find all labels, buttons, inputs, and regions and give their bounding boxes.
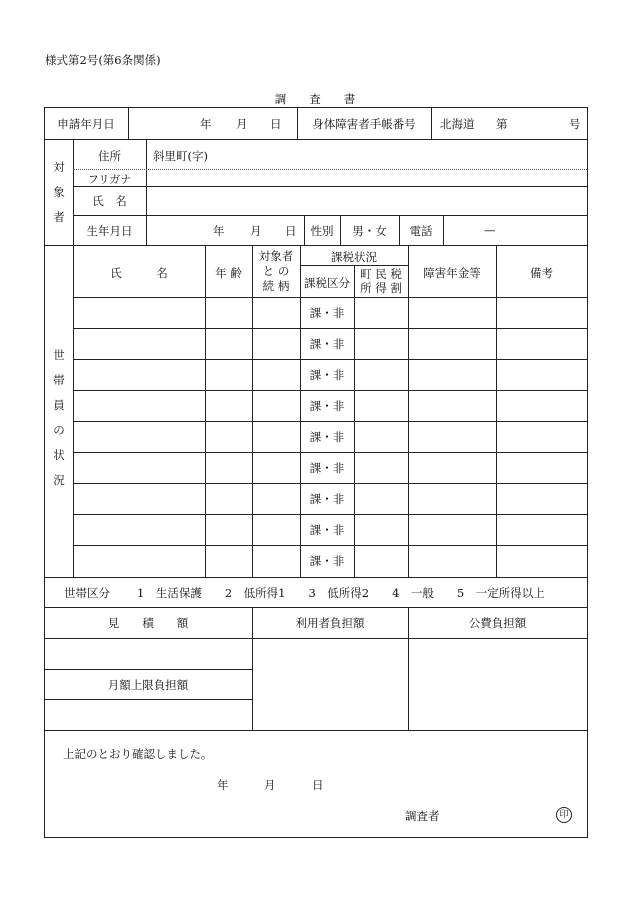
household-col-relation-1: 対象者 bbox=[258, 249, 294, 263]
handbook-number-label: 身体障害者手帳番号 bbox=[312, 117, 416, 131]
tax-class-row: 課・非 bbox=[309, 399, 345, 413]
phone-label: 電話 bbox=[409, 224, 433, 238]
household-col-tax-class: 課税区分 bbox=[304, 276, 350, 290]
household-col-relation-2: と の bbox=[262, 264, 290, 278]
estimate-label: 見 積 額 bbox=[107, 616, 189, 630]
confirmation-text: 上記のとおり確認しました。 bbox=[63, 747, 213, 761]
handbook-go-label: 号 bbox=[569, 117, 581, 131]
tax-class-row: 課・非 bbox=[309, 461, 345, 475]
application-year-label: 年 bbox=[200, 117, 212, 131]
household-class-options: 1 生活保護 2 低所得1 3 低所得2 4 一般 5 一定所得以上 bbox=[137, 586, 545, 600]
monthly-cap-label: 月額上限負担額 bbox=[107, 678, 189, 692]
document-title: 調 査 書 bbox=[274, 92, 356, 106]
subject-side-label: 対象者 bbox=[53, 160, 65, 224]
sex-label: 性別 bbox=[310, 224, 334, 238]
tax-class-row: 課・非 bbox=[309, 554, 345, 568]
household-col-age: 年 齢 bbox=[215, 266, 242, 280]
household-col-remarks: 備考 bbox=[530, 266, 553, 280]
prefecture-label: 北海道 bbox=[440, 117, 475, 131]
household-col-tax-status: 課税状況 bbox=[331, 250, 377, 264]
confirmation-month-label: 月 bbox=[264, 778, 276, 792]
dob-label: 生年月日 bbox=[86, 224, 133, 238]
user-burden-label: 利用者負担額 bbox=[295, 616, 365, 630]
confirmation-day-label: 日 bbox=[312, 778, 324, 792]
tax-class-row: 課・非 bbox=[309, 492, 345, 506]
inspector-label: 調査者 bbox=[405, 809, 440, 823]
application-month-label: 月 bbox=[236, 117, 248, 131]
phone-dash: — bbox=[484, 223, 496, 237]
household-class-label: 世帯区分 bbox=[64, 586, 110, 600]
household-side-label: 世帯員の状況 bbox=[53, 348, 65, 487]
furigana-label: フリガナ bbox=[87, 173, 132, 186]
name-label: 氏 名 bbox=[92, 194, 127, 208]
dob-month-label: 月 bbox=[250, 224, 262, 238]
tax-class-row: 課・非 bbox=[309, 337, 345, 351]
form-number: 様式第2号(第6条関係) bbox=[45, 53, 161, 67]
address-value: 斜里町(字) bbox=[153, 149, 208, 163]
tax-class-row: 課・非 bbox=[309, 430, 345, 444]
sex-options: 男・女 bbox=[352, 224, 387, 238]
tax-class-row: 課・非 bbox=[309, 368, 345, 382]
public-burden-label: 公費負担額 bbox=[468, 616, 527, 630]
household-col-town-tax-2: 所 得 割 bbox=[360, 281, 402, 295]
application-day-label: 日 bbox=[270, 117, 282, 131]
household-col-pension: 障害年金等 bbox=[423, 266, 481, 280]
address-label: 住所 bbox=[98, 149, 121, 163]
application-date-label: 申請年月日 bbox=[57, 117, 115, 131]
seal-icon: 印 bbox=[556, 807, 572, 823]
household-col-relation-3: 続 柄 bbox=[262, 279, 290, 293]
dob-year-label: 年 bbox=[213, 224, 225, 238]
tax-class-row: 課・非 bbox=[309, 306, 345, 320]
dob-day-label: 日 bbox=[285, 224, 297, 238]
household-col-town-tax-1: 町 民 税 bbox=[360, 267, 402, 281]
household-col-name: 氏 名 bbox=[110, 266, 168, 280]
handbook-dai-label: 第 bbox=[496, 117, 508, 131]
tax-class-row: 課・非 bbox=[309, 523, 345, 537]
confirmation-year-label: 年 bbox=[217, 778, 229, 792]
